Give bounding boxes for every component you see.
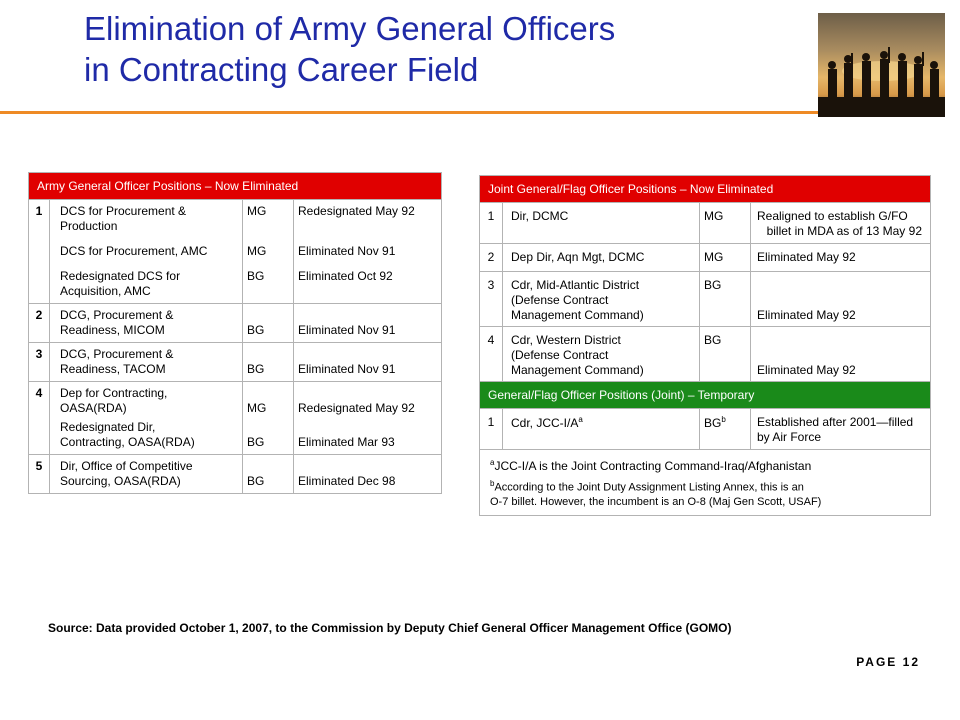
temporary-table-header: General/Flag Officer Positions (Joint) – Temporary	[480, 382, 931, 409]
footnote-a: JCC-I/A is the Joint Contracting Command-Iraq/Afghanistan	[494, 459, 812, 473]
status-cell: Eliminated Nov 91	[294, 343, 442, 382]
status-cell: Eliminated May 92	[751, 272, 931, 327]
page-title	[84, 8, 804, 90]
position-cell: Dep for Contracting, OASA(RDA) Redesignated Dir, Contracting, OASA(RDA)	[50, 382, 243, 455]
row-number: 3	[29, 343, 50, 382]
position-cell: Dep Dir, Aqn Mgt, DCMC	[503, 244, 700, 272]
soldiers-silhouette-photo	[818, 13, 945, 117]
table-row	[29, 343, 442, 382]
rank-cell: MG BG	[243, 382, 294, 455]
status-cell: Redesignated May 92 Eliminated Mar 93	[294, 382, 442, 455]
row-number: 4	[480, 327, 503, 382]
table-row	[480, 203, 931, 244]
position-cell: Dir, DCMC	[503, 203, 700, 244]
position-cell: DCG, Procurement & Readiness, MICOM	[50, 304, 243, 343]
rank-cell: BG	[243, 343, 294, 382]
status-cell: Realigned to establish G/FO billet in MDA as of 13 May 92	[751, 203, 931, 244]
rank-cell: BG	[700, 272, 751, 327]
row-number: 5	[29, 455, 50, 494]
position-cell: Dir, Office of Competitive Sourcing, OASA(RDA)	[50, 455, 243, 494]
page-number: PAGE 12	[856, 655, 920, 669]
table-row	[480, 409, 931, 450]
rank-cell: BG	[243, 455, 294, 494]
row-number: 2	[29, 304, 50, 343]
table-row	[29, 382, 442, 455]
table-row	[480, 244, 931, 272]
rank-cell: BG	[700, 327, 751, 382]
rank-cell: BG	[243, 304, 294, 343]
rank-cell: MG MG BG	[243, 200, 294, 304]
row-number: 2	[480, 244, 503, 272]
joint-table-header: Joint General/Flag Officer Positions – Now Eliminated	[480, 176, 931, 203]
position-cell: DCG, Procurement & Readiness, TACOM	[50, 343, 243, 382]
table-row	[29, 455, 442, 494]
position-cell: DCS for Procurement & Production DCS for Procurement, AMC Redesignated DCS for Acquisition, AMC	[50, 200, 243, 304]
footnote-b-line2: O-7 billet. However, the incumbent is an O-8 (Maj Gen Scott, USAF)	[490, 495, 822, 508]
position-cell: Cdr, JCC-$I/A^a$	[503, 409, 700, 450]
footnote-b-line1: According to the Joint Duty Assignment Listing Annex, this is an	[494, 481, 804, 494]
status-cell: Eliminated Nov 91	[294, 304, 442, 343]
row-number: 1	[29, 200, 50, 304]
rank-cell: MG	[700, 244, 751, 272]
footnotes: $^a$JCC-I/A is the Joint Contracting Command-Iraq/Afghanistan $^b$According to the Joint Duty Assignment Listing Annex, this is an O-7 billet. However, the incumbent is an O-8 (Maj Gen Scott, USAF)	[480, 450, 931, 516]
status-cell: Redesignated May 92 Eliminated Nov 91 Eliminated Oct 92	[294, 200, 442, 304]
rank-cell: $BG^b$	[700, 409, 751, 450]
status-cell: Eliminated May 92	[751, 244, 931, 272]
position-cell: Cdr, Western District (Defense Contract Management Command)	[503, 327, 700, 382]
table-row	[480, 272, 931, 327]
orange-divider	[0, 111, 944, 114]
source-note: Source: Data provided October 1, 2007, to the Commission by Deputy Chief General Officer Management Office (GOMO)	[48, 621, 732, 635]
footnotes-row	[480, 450, 931, 516]
title-line-1: Elimination of Army General Officers	[84, 10, 616, 47]
status-cell: Eliminated May 92	[751, 327, 931, 382]
rank-cell: MG	[700, 203, 751, 244]
table-row	[29, 200, 442, 304]
joint-gfo-positions-table	[479, 175, 931, 516]
table-row	[480, 327, 931, 382]
title-line-2: in Contracting Career Field	[84, 51, 479, 88]
table-row	[29, 304, 442, 343]
status-cell: Eliminated Dec 98	[294, 455, 442, 494]
row-number: 1	[480, 203, 503, 244]
row-number: 3	[480, 272, 503, 327]
army-table-header: Army General Officer Positions – Now Eliminated	[29, 173, 442, 200]
army-go-positions-table	[28, 172, 442, 494]
row-number: 1	[480, 409, 503, 450]
row-number: 4	[29, 382, 50, 455]
status-cell: Established after 2001—filled by Air Force	[751, 409, 931, 450]
position-cell: Cdr, Mid-Atlantic District (Defense Contract Management Command)	[503, 272, 700, 327]
